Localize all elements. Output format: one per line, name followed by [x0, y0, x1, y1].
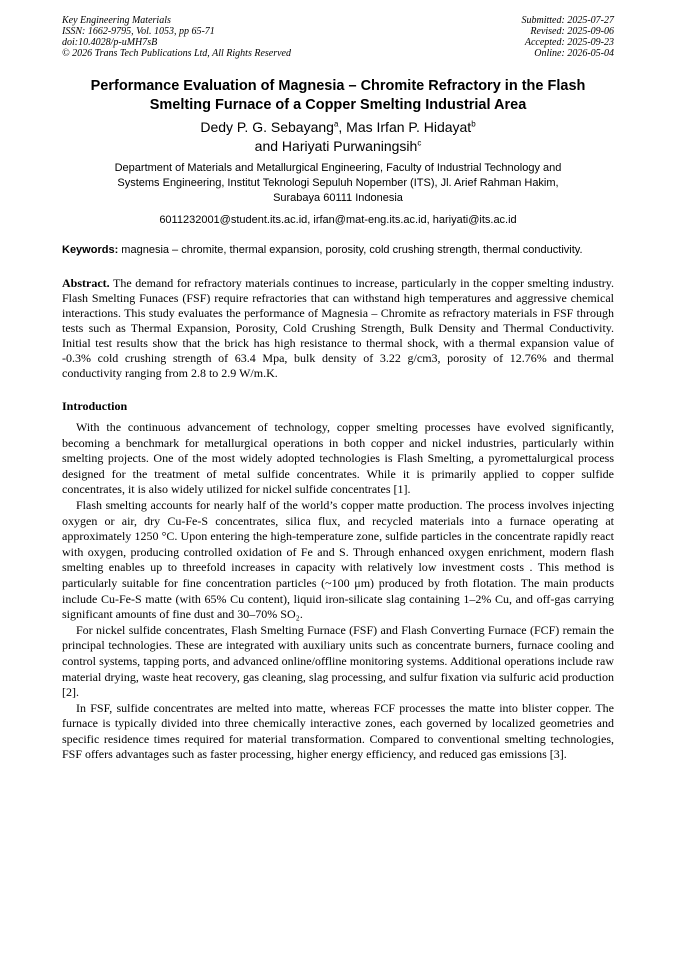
author-separator: , — [338, 119, 347, 135]
copyright-line: © 2026 Trans Tech Publications Ltd, All Rights Reserved — [62, 48, 291, 59]
author-3-marker: c — [417, 138, 422, 148]
issn-line: ISSN: 1662-9795, Vol. 1053, pp 65-71 — [62, 26, 215, 37]
author-3: Hariyati Purwaningsih — [281, 138, 418, 154]
author-2-marker: b — [471, 119, 476, 129]
section-heading-introduction: Introduction — [62, 399, 128, 413]
publication-info — [62, 15, 291, 59]
journal-header — [62, 15, 614, 59]
submitted-date: Submitted: 2025-07-27 — [521, 15, 614, 26]
doi-line: doi:10.4028/p-uMH7sB — [62, 37, 158, 48]
intro-paragraph-4: In FSF, sulfide concentrates are melted into matte, whereas FCF processes the matte into blister copper. The furnace is typically divided into three chemically interactive zones, each governed by localized geometries and specific residence times required for material transformation. Compared to conventional smelting technologies, FSF offers advantages such as faster processing, higher energy efficiency, and reduced gas emissions [3]. — [62, 700, 614, 762]
abstract-block — [62, 276, 614, 381]
keywords-text: magnesia – chromite, thermal expansion, porosity, cold crushing strength, thermal conductivity. — [118, 244, 583, 256]
abstract-text: The demand for refractory materials continues to increase, particularly in the copper smelting industry. Flash Smelting Funaces (FSF) require refractories that can withstand high temperatures and aggressive chemical interactions. This study evaluates the performance of Magnesia – Chromite as refractory materials in FSF through tests such as Thermal Expansion, Porosity, Cold Crushing Strength, Bulk Density and Thermal Conductivity. Initial test results show that the brick has high resistance to thermal shock, with a thermal expansion value of -0.3% cold crushing strength of 63.4 Mpa, bulk density of 3.22 g/cm3, porosity of 12.76% and thermal conductivity ranging from 2.8 to 2.9 W/m.K. — [62, 276, 614, 380]
paper-page — [62, 15, 614, 763]
author-emails: 6011232001@student.its.ac.id, irfan@mat-eng.its.ac.id, hariyati@its.ac.id — [159, 214, 517, 226]
author-1: Dedy P. G. Sebayang — [200, 119, 334, 135]
intro-paragraph-1: With the continuous advancement of technology, copper smelting processes have evolved significantly, becoming a benchmark for metallurgical operations in both copper and nickel industries, particularly within smelting projects. One of the most widely adopted technologies is Flash Smelting, a pyromettalurgical process designed for the treatment of metal sulfide concentrates. While it is primarily applied to copper sulfide concentrates, it is also widely utilized for nickel sulfide concentrates [1]. — [62, 420, 614, 497]
abstract-label: Abstract. — [62, 276, 110, 290]
intro-paragraph-2: Flash smelting accounts for nearly half of the world’s copper matte production. The process involves injecting oxygen or air, dry Cu-Fe-S concentrates, silica flux, and recycled materials into a furnace operating at approximately 1250 °C. Upon entering the high-temperature zone, sulfide particles in the concentrate rapidly react with oxygen, producing controlled oxidation of Fe and S. Through enhanced oxygen enrichment, modern flash smelting enables up to threefold increases in capacity with relatively low investment costs . This method is particularly suitable for fine concentration particles (~100 μm) produced by froth flotation. The main products include Cu-Fe-S matte (with 65% Cu content), liquid iron-silicate slag containing 1–2% Cu, and off-gas carrying significant amounts of fine dust and 30–70% SO₂. — [62, 497, 614, 622]
intro-paragraph-3: For nickel sulfide concentrates, Flash Smelting Furnace (FSF) and Flash Converting Furnace (FCF) remain the principal technologies. These are integrated with auxiliary units such as concentrate burners, furnace cooling and control systems, tapping ports, and advanced online/offline monitoring systems. Additional operations include raw material drying, waste heat recovery, gas cleaning, slag processing, and sulfur fixation via sulfuric acid production [2]. — [62, 622, 614, 700]
affiliation-line-1: Department of Materials and Metallurgical Engineering, Faculty of Industrial Technology and — [114, 162, 562, 174]
author-2: Mas Irfan P. Hidayat — [346, 119, 472, 135]
paper-title: Performance Evaluation of Magnesia – Chromite Refractory in the Flash Smelting Furnace of a Copper Smelting Industrial Area — [90, 78, 586, 113]
keywords-label: Keywords: — [62, 244, 119, 256]
affiliation-line-2: Systems Engineering, Institut Teknologi Sepuluh Nopember (ITS), Jl. Arief Rahman Hakim, — [117, 177, 559, 189]
accepted-date: Accepted: 2025-09-23 — [524, 37, 614, 48]
keywords-block — [62, 243, 614, 258]
dates-info — [522, 15, 615, 59]
affiliation — [62, 161, 614, 206]
affiliation-line-3: Surabaya 60111 Indonesia — [273, 192, 403, 204]
author-1-marker: a — [333, 119, 339, 129]
online-date: Online: 2026-05-04 — [534, 48, 614, 59]
author-list — [62, 118, 614, 156]
revised-date: Revised: 2025-09-06 — [530, 26, 614, 37]
journal-name: Key Engineering Materials — [62, 15, 171, 26]
author-conjunction: and — [254, 138, 282, 154]
